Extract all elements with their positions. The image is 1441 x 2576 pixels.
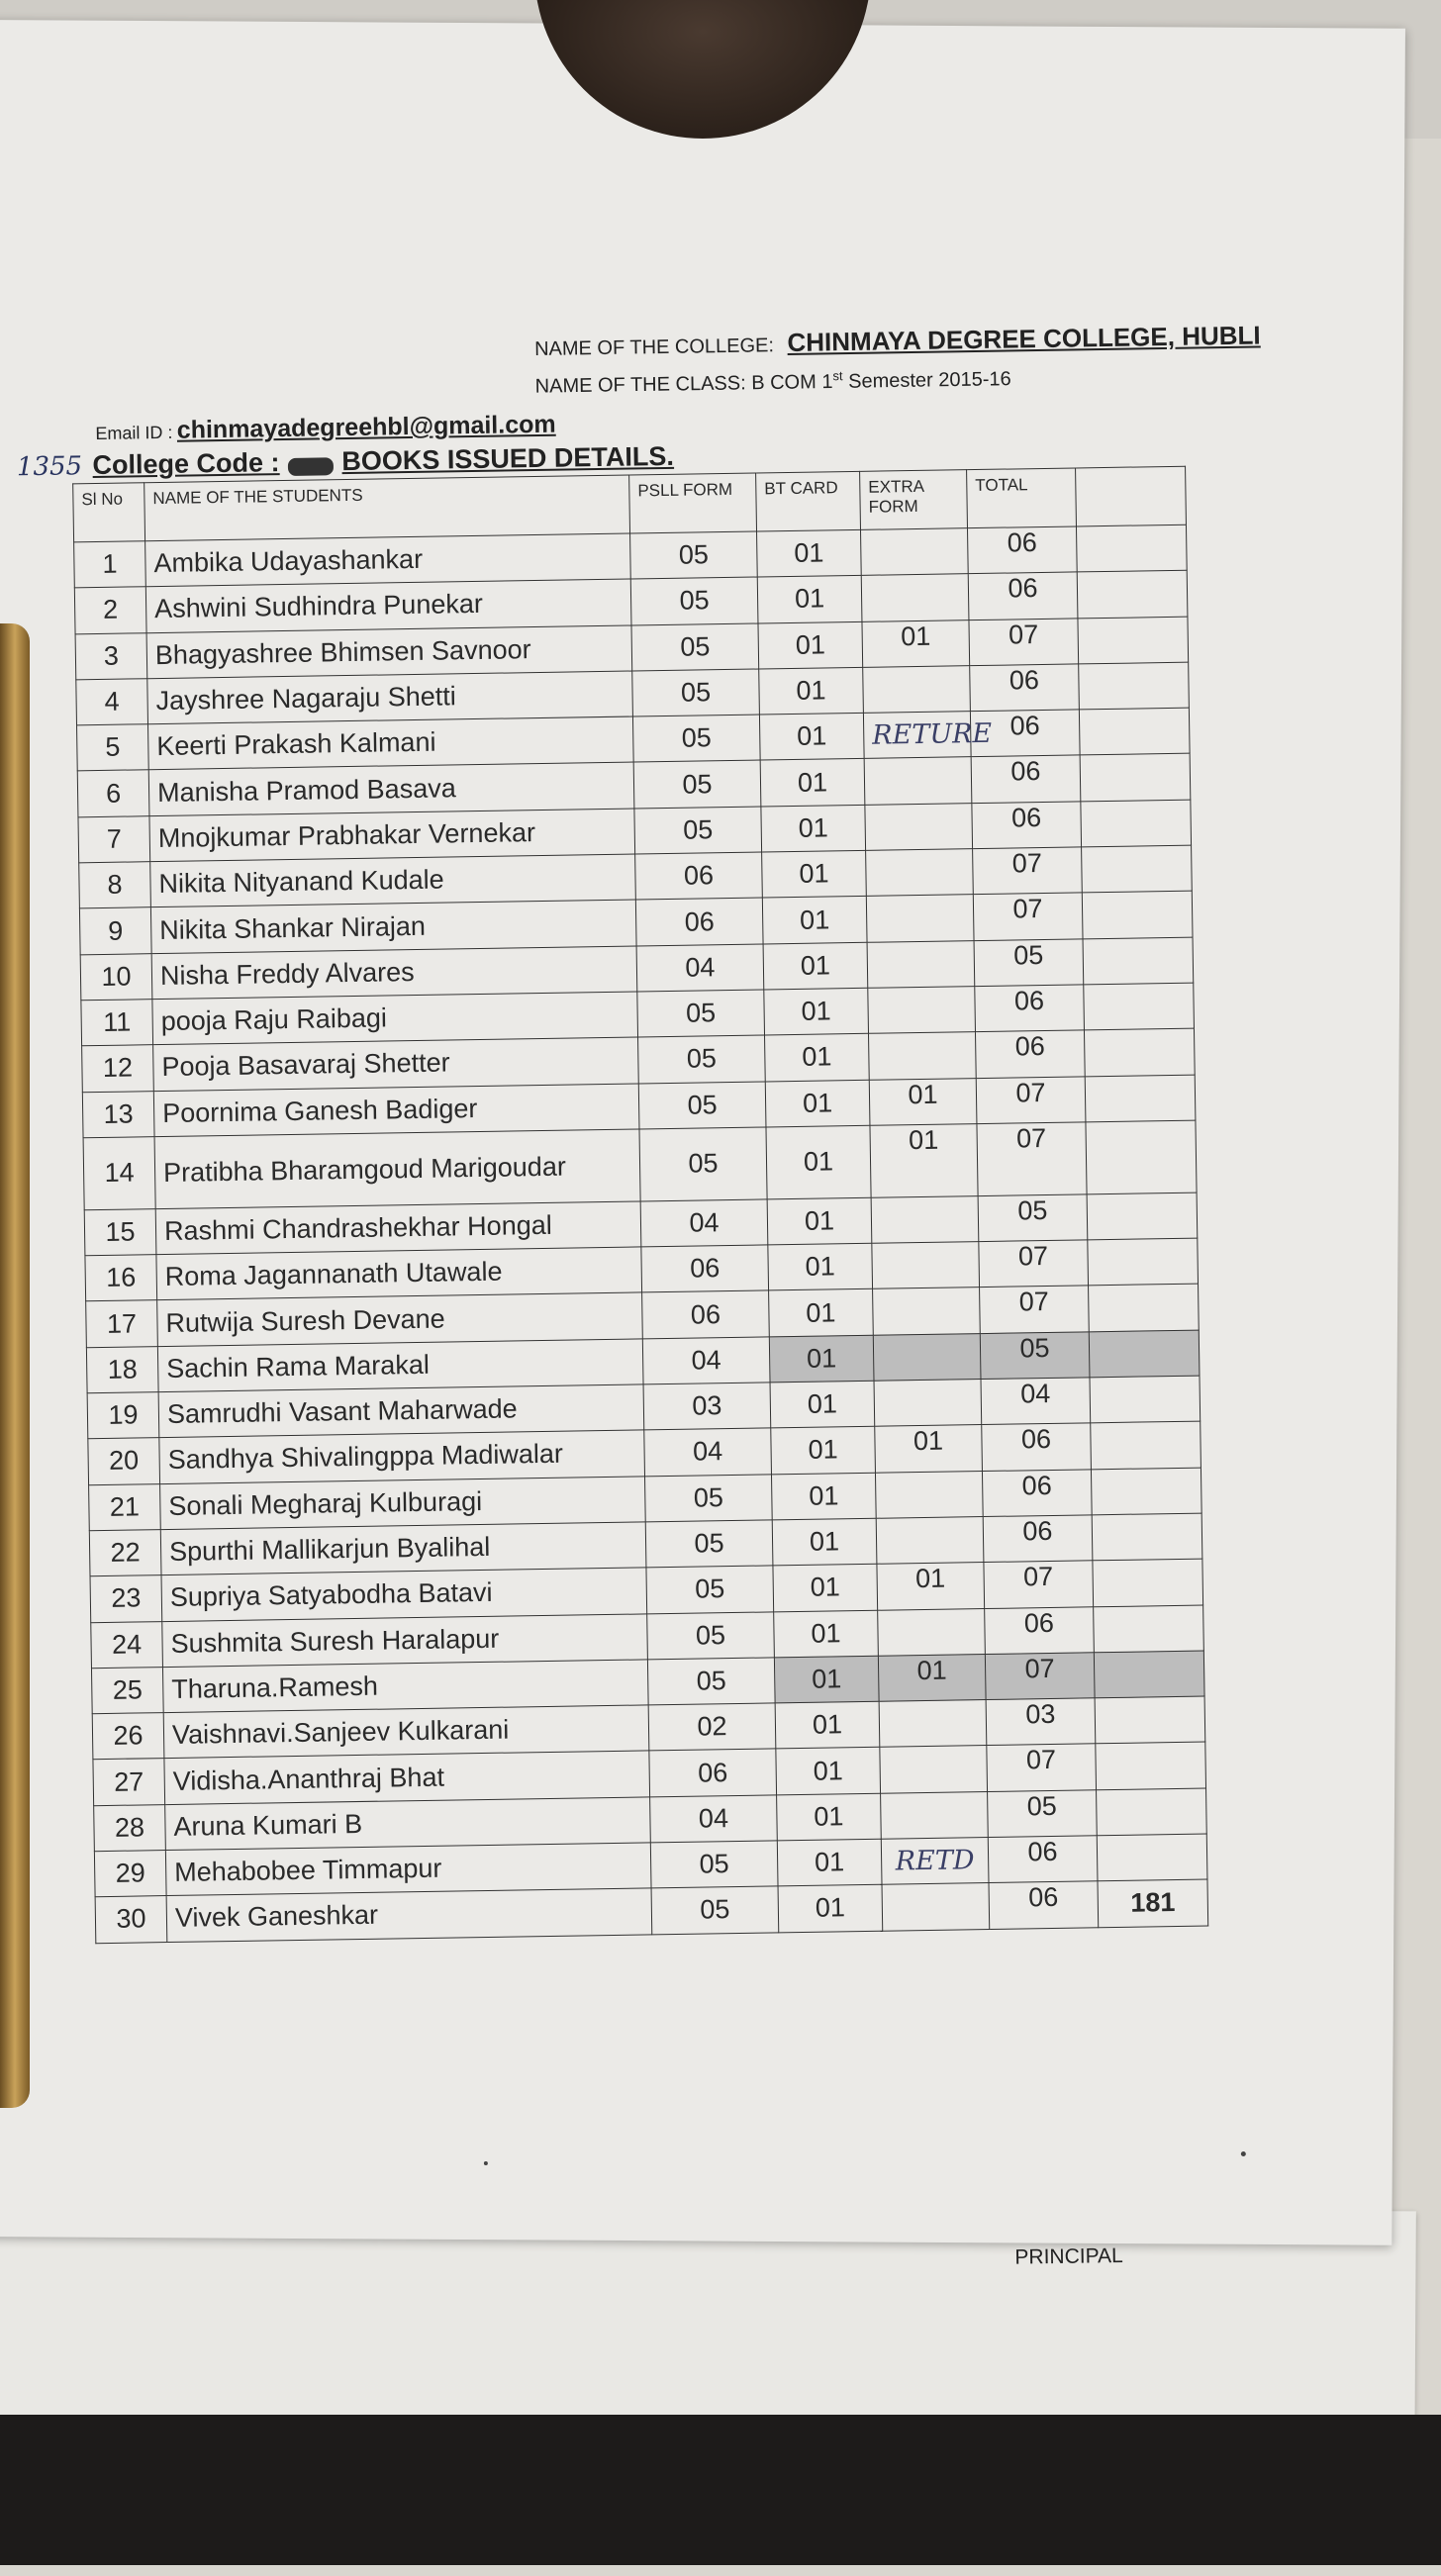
cell-sl: 12 (82, 1045, 154, 1092)
header-bt: BT CARD (756, 471, 861, 531)
cell-name: Vivek Ganeshkar (166, 1888, 652, 1942)
cell-bt: 01 (771, 1427, 876, 1475)
cell-psll: 04 (650, 1795, 778, 1843)
cell-blank (1086, 1120, 1197, 1194)
cell-sl: 1 (74, 541, 146, 588)
cell-total: 06 (988, 1836, 1098, 1883)
email-line (95, 411, 556, 446)
email-value: chinmayadegreehbl@gmail.com (176, 410, 556, 444)
cell-total: 05 (978, 1194, 1088, 1242)
cell-psll: 04 (640, 1199, 768, 1247)
cell-blank (1092, 1513, 1202, 1561)
cell-extra (867, 940, 975, 988)
cell-bt: 01 (766, 1125, 871, 1199)
cell-name: Nisha Freddy Alvares (151, 946, 637, 1000)
cell-extra (878, 1608, 986, 1656)
grand-total: 181 (1098, 1879, 1208, 1927)
cell-sl: 19 (87, 1392, 159, 1439)
cell-name: Keerti Prakash Kalmani (148, 716, 634, 770)
cell-name: Rutwija Suresh Devane (157, 1292, 643, 1346)
cell-extra: 01 (862, 620, 970, 667)
cell-bt: 01 (769, 1335, 874, 1383)
cell-sl: 23 (90, 1575, 162, 1622)
cell-total: 06 (982, 1423, 1092, 1471)
cell-psll: 05 (631, 623, 759, 671)
cell-psll: 05 (650, 1841, 778, 1888)
cell-bt: 01 (768, 1243, 873, 1290)
cell-name: Supriya Satyabodha Batavi (161, 1568, 647, 1621)
cell-sl: 15 (84, 1209, 156, 1256)
cell-blank (1093, 1559, 1203, 1606)
cell-name: Jayshree Nagaraju Shetti (147, 671, 633, 724)
cell-extra: 01 (869, 1078, 977, 1125)
cell-sl: 7 (78, 815, 150, 862)
cell-name: Vidisha.Ananthraj Bhat (164, 1751, 650, 1804)
cell-name: Mehabobee Timmapur (165, 1843, 651, 1896)
books-issued-table (72, 466, 1208, 1944)
cell-sl: 5 (77, 724, 149, 771)
cell-sl: 3 (75, 632, 147, 679)
cell-psll: 05 (630, 577, 758, 624)
principal-signature-line: PRINCIPAL (1014, 2243, 1123, 2269)
cell-psll: 06 (635, 898, 763, 945)
header-psll: PSLL FORM (629, 473, 757, 533)
cell-sl: 17 (86, 1300, 158, 1347)
cell-extra (861, 574, 969, 621)
cell-psll: 05 (633, 760, 761, 808)
header-sl: Sl No (73, 483, 145, 542)
cell-psll: 04 (644, 1428, 772, 1476)
cell-total: 06 (989, 1881, 1099, 1929)
cell-name: Sonali Megharaj Kulburagi (160, 1477, 646, 1530)
cell-psll: 04 (642, 1337, 770, 1384)
cell-extra: RETURE (863, 712, 971, 759)
email-label: Email ID : (95, 422, 173, 444)
cell-sl: 28 (94, 1804, 166, 1851)
cell-extra (863, 666, 971, 714)
header-extra: EXTRA FORM (860, 470, 968, 530)
cell-bt: 01 (762, 897, 867, 944)
cell-extra (874, 1380, 982, 1427)
cell-total: 05 (988, 1790, 1098, 1838)
cell-sl: 22 (89, 1530, 161, 1576)
speck (1241, 2151, 1246, 2156)
cell-blank (1094, 1605, 1204, 1653)
cell-extra (872, 1242, 980, 1289)
cell-blank (1077, 570, 1188, 618)
cell-extra (869, 1032, 977, 1080)
cell-name: Mnojkumar Prabhakar Vernekar (149, 809, 635, 862)
cell-total: 06 (968, 572, 1078, 620)
cell-blank (1097, 1834, 1207, 1881)
cell-extra: 01 (875, 1425, 983, 1473)
cell-blank (1091, 1421, 1201, 1469)
cell-sl: 8 (79, 862, 151, 908)
cell-name: Manisha Pramod Basava (148, 762, 634, 815)
header-blank (1076, 466, 1187, 526)
speck (484, 2161, 488, 2165)
cell-total: 06 (970, 664, 1080, 712)
cell-extra (882, 1883, 990, 1931)
cell-bt: 01 (776, 1748, 881, 1795)
cell-blank (1096, 1742, 1206, 1789)
cell-total: 06 (970, 710, 1080, 757)
cell-name: Sachin Rama Marakal (157, 1339, 643, 1392)
cell-psll: 02 (648, 1703, 776, 1751)
cell-psll: 05 (639, 1127, 767, 1201)
cell-total: 07 (984, 1561, 1094, 1608)
cell-bt: 01 (767, 1197, 872, 1245)
cell-total: 06 (975, 985, 1085, 1032)
cell-bt: 01 (772, 1518, 877, 1566)
cell-extra (879, 1700, 987, 1748)
cell-extra (868, 987, 976, 1034)
cell-psll: 05 (630, 531, 758, 579)
cell-psll: 06 (649, 1749, 777, 1796)
cell-total: 07 (976, 1076, 1086, 1123)
cell-name: Bhagyashree Bhimsen Savnoor (146, 625, 632, 679)
cell-total: 07 (977, 1122, 1087, 1196)
cell-bt: 01 (774, 1656, 879, 1703)
cell-name: Ashwini Sudhindra Punekar (145, 579, 631, 632)
cell-psll: 06 (641, 1245, 769, 1292)
cell-extra (861, 528, 969, 576)
cell-sl: 4 (76, 679, 148, 725)
cell-psll: 05 (651, 1886, 779, 1934)
cell-sl: 25 (91, 1667, 163, 1713)
cell-total: 06 (975, 1030, 1085, 1078)
table-body (74, 525, 1208, 1943)
cell-blank (1083, 937, 1194, 985)
cell-psll: 05 (637, 990, 765, 1037)
class-line (534, 365, 1010, 398)
cell-blank (1095, 1696, 1205, 1744)
cell-total: 06 (967, 526, 1077, 574)
cell-bt: 01 (777, 1793, 882, 1841)
cell-extra (876, 1516, 984, 1564)
cell-sl: 26 (92, 1713, 164, 1760)
cell-extra: 01 (878, 1654, 986, 1701)
cell-bt: 01 (774, 1610, 879, 1658)
cell-total: 07 (985, 1653, 1095, 1700)
cell-total: 07 (979, 1240, 1089, 1288)
class-sem-sup: st (832, 368, 843, 384)
cell-bt: 01 (757, 529, 862, 577)
cell-name: Samrudhi Vasant Maharwade (158, 1384, 644, 1438)
cell-total: 07 (973, 893, 1083, 940)
cell-name: Nikita Nityanand Kudale (150, 854, 636, 907)
cell-extra (875, 1471, 983, 1518)
cell-sl: 30 (95, 1896, 167, 1943)
cell-sl: 2 (74, 587, 146, 633)
cell-name: Nikita Shankar Nirajan (150, 900, 636, 953)
cell-name: Aruna Kumari B (165, 1797, 651, 1851)
header-total: TOTAL (967, 468, 1077, 528)
college-name: CHINMAYA DEGREE COLLEGE, HUBLI (787, 320, 1261, 358)
cell-name: Vaishnavi.Sanjeev Kulkarani (163, 1705, 649, 1759)
cell-name: Poornima Ganesh Badiger (153, 1084, 639, 1137)
cell-bt: 01 (765, 1034, 870, 1082)
cell-blank (1088, 1238, 1199, 1286)
cell-name: pooja Raju Raibagi (152, 992, 638, 1045)
cell-bt: 01 (777, 1839, 882, 1886)
cell-total: 05 (974, 939, 1084, 987)
cell-extra: 01 (870, 1123, 978, 1197)
cell-extra (864, 757, 972, 805)
cell-bt: 01 (770, 1381, 875, 1428)
cell-total: 05 (980, 1332, 1090, 1380)
cell-psll: 05 (632, 669, 760, 716)
cell-blank (1081, 800, 1192, 847)
cell-bt: 01 (765, 1080, 870, 1127)
class-course: B COM (751, 371, 817, 395)
cell-extra (866, 895, 974, 942)
cell-name: Rashmi Chandrashekhar Hongal (155, 1201, 641, 1255)
books-issued-title: BOOKS ISSUED DETAILS. (341, 440, 675, 477)
cell-psll: 06 (635, 852, 763, 900)
cell-name: Sandhya Shivalingppa Madiwalar (159, 1430, 645, 1483)
cell-bt: 01 (773, 1564, 878, 1611)
cell-extra (873, 1288, 981, 1335)
cell-bt: 01 (778, 1885, 883, 1933)
cell-total: 07 (987, 1744, 1097, 1791)
cell-sl: 10 (80, 953, 152, 1000)
cell-total: 06 (983, 1515, 1093, 1563)
cell-psll: 06 (642, 1290, 770, 1338)
cell-sl: 21 (89, 1483, 161, 1530)
cell-blank (1097, 1788, 1207, 1836)
cell-psll: 03 (643, 1383, 771, 1430)
class-sem-num: 1 (821, 370, 833, 394)
cell-blank (1085, 1075, 1196, 1122)
cell-psll: 05 (638, 1082, 766, 1129)
cell-total: 03 (986, 1698, 1096, 1746)
cell-total: 06 (972, 802, 1082, 849)
cell-bt: 01 (761, 805, 866, 852)
cell-bt: 01 (775, 1701, 880, 1749)
class-label: NAME OF THE CLASS: (534, 372, 746, 398)
cell-name: Roma Jagannanath Utawale (156, 1247, 642, 1300)
cell-extra (881, 1791, 989, 1839)
cell-blank (1084, 983, 1195, 1030)
cell-psll: 05 (647, 1658, 775, 1705)
cell-total: 06 (971, 755, 1081, 803)
cell-sl: 16 (85, 1255, 157, 1301)
cell-total: 07 (969, 619, 1079, 666)
college-line (534, 321, 1261, 363)
cell-blank (1079, 708, 1190, 755)
cell-blank (1090, 1376, 1201, 1423)
cell-total: 07 (980, 1286, 1090, 1333)
cell-sl: 9 (79, 907, 151, 954)
cell-psll: 04 (636, 944, 764, 992)
cell-blank (1082, 892, 1193, 939)
cell-psll: 05 (646, 1566, 774, 1613)
cell-blank (1089, 1285, 1200, 1332)
cell-bt: 01 (758, 621, 863, 669)
cell-psll: 05 (647, 1611, 775, 1659)
cell-bt: 01 (769, 1289, 874, 1337)
cell-sl: 29 (94, 1851, 166, 1897)
cell-blank (1091, 1468, 1201, 1515)
cell-psll: 05 (644, 1475, 772, 1522)
cell-sl: 27 (93, 1759, 165, 1805)
cell-extra: RETD (881, 1838, 989, 1885)
cell-name: Pooja Basavaraj Shetter (153, 1037, 639, 1091)
cell-name: Ambika Udayashankar (145, 533, 631, 587)
college-label: NAME OF THE COLLEGE: (533, 334, 775, 361)
cell-extra (873, 1333, 981, 1381)
cell-bt: 01 (760, 759, 865, 807)
cell-total: 07 (973, 847, 1083, 895)
cell-bt: 01 (762, 850, 867, 898)
cell-bt: 01 (759, 667, 864, 715)
cell-total: 04 (981, 1378, 1091, 1425)
cell-bt: 01 (771, 1473, 876, 1520)
cell-blank (1082, 845, 1193, 893)
cell-sl: 11 (81, 1000, 153, 1046)
cell-psll: 05 (645, 1520, 773, 1568)
cell-extra (866, 849, 974, 897)
cell-name: Spurthi Mallikarjun Byalihal (160, 1522, 646, 1575)
cell-name: Sushmita Suresh Haralapur (162, 1613, 648, 1667)
cell-blank (1084, 1028, 1195, 1076)
cell-blank (1089, 1330, 1200, 1378)
cell-bt: 01 (763, 942, 868, 990)
cell-sl: 20 (88, 1438, 160, 1484)
class-sem-rest: Semester 2015-16 (847, 368, 1011, 393)
cell-blank (1079, 662, 1190, 710)
scribble-blot (288, 457, 334, 476)
cell-blank (1076, 525, 1187, 572)
cell-psll: 05 (632, 715, 760, 762)
cell-total: 06 (982, 1469, 1092, 1516)
cell-blank (1080, 754, 1191, 802)
cell-bt: 01 (757, 576, 862, 623)
cell-extra (871, 1195, 979, 1243)
cell-sl: 14 (83, 1137, 155, 1210)
cell-psll: 05 (638, 1035, 766, 1083)
cell-blank (1078, 617, 1189, 664)
college-code-label: College Code : (92, 447, 280, 481)
cell-sl: 13 (82, 1091, 154, 1137)
cell-extra (880, 1746, 988, 1793)
header-name: NAME OF THE STUDENTS (144, 475, 630, 541)
cell-name: Tharuna.Ramesh (162, 1660, 648, 1713)
cell-psll: 05 (634, 807, 762, 854)
cell-bt: 01 (759, 714, 864, 761)
cell-blank (1087, 1193, 1198, 1240)
handwritten-code: 1355 (16, 451, 83, 483)
cell-blank (1094, 1651, 1204, 1698)
cell-extra (865, 803, 973, 850)
cell-bt: 01 (764, 988, 869, 1035)
cell-total: 06 (985, 1606, 1095, 1654)
cell-sl: 6 (77, 770, 149, 816)
cell-sl: 24 (91, 1621, 163, 1668)
cell-extra: 01 (877, 1563, 985, 1610)
cell-name: Pratibha Bharamgoud Marigoudar (154, 1129, 640, 1209)
cell-sl: 18 (86, 1346, 158, 1392)
